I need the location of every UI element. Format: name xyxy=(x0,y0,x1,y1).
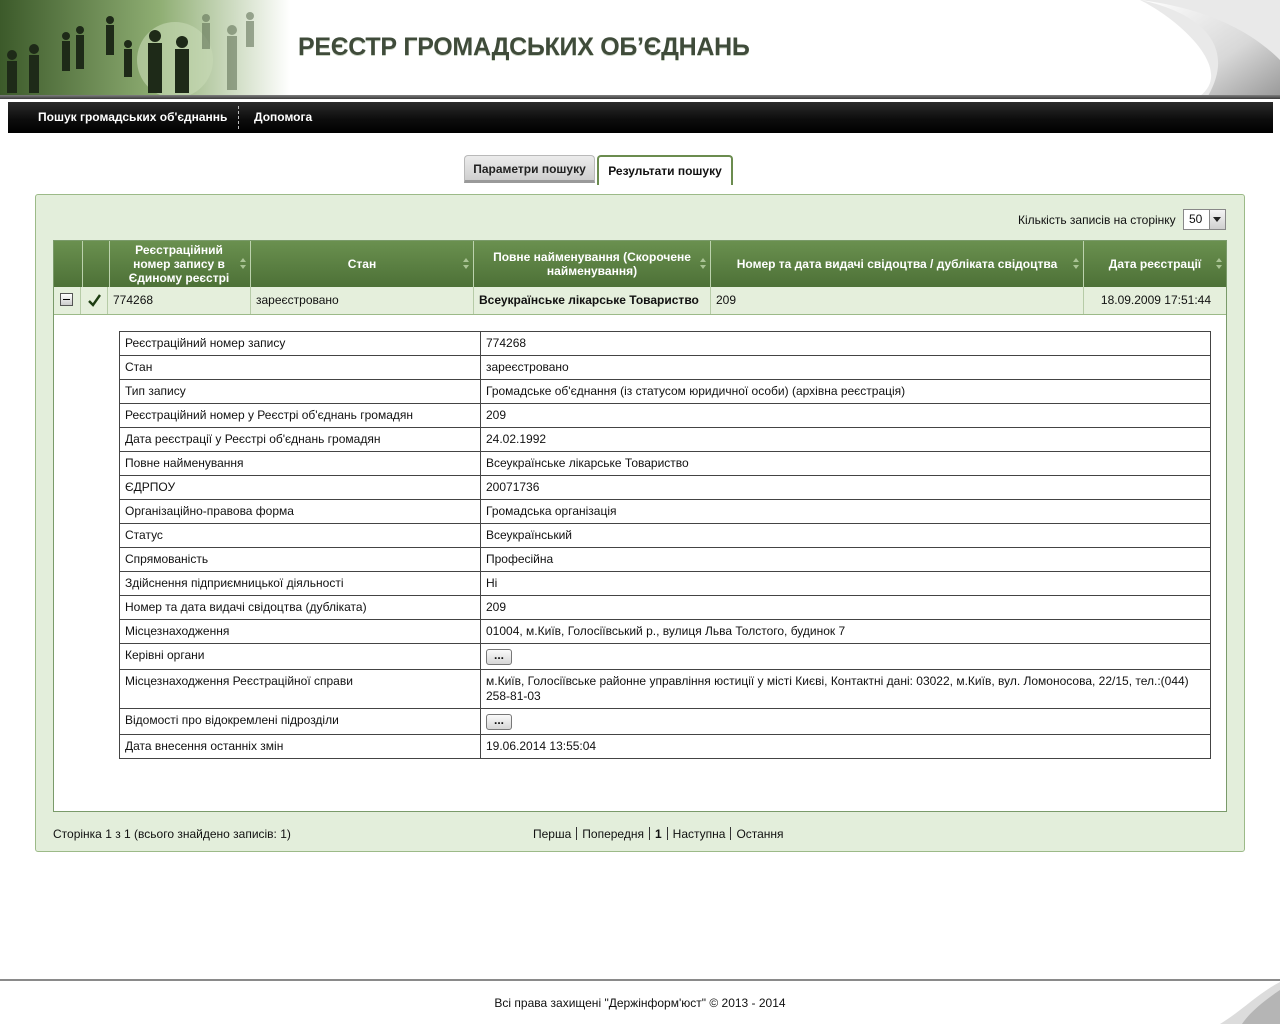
pager-separator xyxy=(576,827,577,840)
header-status-col xyxy=(81,241,110,287)
detail-key: Відомості про відокремлені підрозділи xyxy=(120,709,481,735)
header-state[interactable]: Стан xyxy=(251,241,474,287)
detail-key: Спрямованість xyxy=(120,548,481,572)
detail-value: 01004, м.Київ, Голосіївський р., вулиця Льва Толстого, будинок 7 xyxy=(481,620,1211,644)
sort-icon xyxy=(1073,258,1080,270)
sort-icon xyxy=(463,258,470,270)
detail-value: 209 xyxy=(481,404,1211,428)
detail-key: Дата реєстрації у Реєстрі об'єднань громадян xyxy=(120,428,481,452)
detail-row xyxy=(120,332,1211,356)
pager-separator xyxy=(649,827,650,840)
cell-certificate: 209 xyxy=(711,287,1084,314)
detail-row xyxy=(120,380,1211,404)
main-nav xyxy=(8,102,1273,133)
subdivisions-button[interactable]: ... xyxy=(486,714,512,730)
detail-value: Всеукраїнське лікарське Товариство xyxy=(481,452,1211,476)
header-expand-col xyxy=(54,241,83,287)
detail-key: Стан xyxy=(120,356,481,380)
checkmark-icon xyxy=(88,294,101,307)
pager-info: Сторінка 1 з 1 (всього знайдено записів: 1) xyxy=(53,827,291,841)
table-row[interactable] xyxy=(54,287,1226,315)
detail-row xyxy=(120,500,1211,524)
pager-prev[interactable]: Попередня xyxy=(582,827,644,841)
detail-row xyxy=(120,596,1211,620)
detail-row xyxy=(120,476,1211,500)
pager-separator xyxy=(667,827,668,840)
sort-icon xyxy=(240,258,247,270)
header-divider xyxy=(0,95,1280,99)
governing-bodies-button[interactable]: ... xyxy=(486,649,512,665)
header-full-name[interactable]: Повне найменування (Скорочене найменування) xyxy=(474,241,711,287)
cell-full-name: Всеукраїнське лікарське Товариство xyxy=(474,287,711,314)
nav-separator xyxy=(238,106,239,129)
header-reg-date[interactable]: Дата реєстрації xyxy=(1084,241,1226,287)
header-people-logo xyxy=(0,0,290,96)
chevron-down-icon[interactable] xyxy=(1209,210,1225,229)
cell-reg-date: 18.09.2009 17:51:44 xyxy=(1100,293,1211,307)
pager-next[interactable]: Наступна xyxy=(672,827,726,841)
pager xyxy=(533,827,784,841)
grid-header xyxy=(54,241,1226,287)
detail-key: Місцезнаходження xyxy=(120,620,481,644)
detail-key: ЄДРПОУ xyxy=(120,476,481,500)
detail-row xyxy=(120,620,1211,644)
detail-value: Всеукраїнський xyxy=(481,524,1211,548)
detail-value: Громадська організація xyxy=(481,500,1211,524)
pager-first[interactable]: Перша xyxy=(533,827,572,841)
footer-copyright: Всі права захищені "Держінформ'юст" © 2013 - 2014 xyxy=(494,996,786,1010)
row-status-cell xyxy=(81,287,108,314)
page-size-value: 50 xyxy=(1189,212,1203,226)
detail-row xyxy=(120,524,1211,548)
header xyxy=(0,0,1280,96)
detail-key: Дата внесення останніх змін xyxy=(120,735,481,759)
detail-key: Керівні органи xyxy=(120,644,481,670)
detail-key: Організаційно-правова форма xyxy=(120,500,481,524)
detail-row xyxy=(120,404,1211,428)
detail-value: Громадське об'єднання (із статусом юридичної особи) (архівна реєстрація) xyxy=(481,380,1211,404)
page-curl-decoration xyxy=(1220,982,1280,1024)
detail-value xyxy=(481,644,1211,670)
detail-row xyxy=(120,670,1211,709)
pager-current-page: 1 xyxy=(654,827,662,841)
detail-key: Статус xyxy=(120,524,481,548)
detail-row xyxy=(120,356,1211,380)
detail-row xyxy=(120,452,1211,476)
nav-item-help[interactable]: Допомога xyxy=(254,110,313,124)
cell-reg-number: 774268 xyxy=(108,287,251,314)
pager-last[interactable]: Остання xyxy=(736,827,784,841)
detail-value: 19.06.2014 13:55:04 xyxy=(481,735,1211,759)
detail-value: 24.02.1992 xyxy=(481,428,1211,452)
detail-table xyxy=(119,331,1211,759)
detail-row xyxy=(120,572,1211,596)
header-certificate[interactable]: Номер та дата видачі свідоцтва / дубліката свідоцтва xyxy=(711,241,1084,287)
sort-icon xyxy=(1216,258,1223,270)
detail-row xyxy=(120,735,1211,759)
detail-key: Тип запису xyxy=(120,380,481,404)
detail-row xyxy=(120,644,1211,670)
page-size-select[interactable] xyxy=(1183,209,1226,230)
results-grid xyxy=(53,240,1227,812)
detail-key: Здійснення підприємницької діяльності xyxy=(120,572,481,596)
detail-key: Реєстраційний номер запису xyxy=(120,332,481,356)
header-reg-number[interactable]: Реєстраційний номер запису в Єдиному реєстрі xyxy=(108,241,251,287)
detail-value: 774268 xyxy=(481,332,1211,356)
tab-search-parameters[interactable]: Параметри пошуку xyxy=(464,155,595,183)
footer-divider xyxy=(0,979,1280,981)
collapse-icon[interactable] xyxy=(60,293,73,306)
detail-row xyxy=(120,428,1211,452)
site-title: РЕЄСТР ГРОМАДСЬКИХ ОБ’ЄДНАНЬ xyxy=(298,33,750,61)
detail-value: зареєстровано xyxy=(481,356,1211,380)
cell-state: зареєстровано xyxy=(251,287,474,314)
detail-row xyxy=(120,548,1211,572)
nav-item-search[interactable]: Пошук громадських об'єднаннь xyxy=(38,110,228,124)
detail-row xyxy=(120,709,1211,735)
detail-value: Ні xyxy=(481,572,1211,596)
pager-separator xyxy=(730,827,731,840)
detail-value xyxy=(481,709,1211,735)
detail-value: 209 xyxy=(481,596,1211,620)
page-curl-decoration xyxy=(1140,0,1280,96)
detail-key: Місцезнаходження Реєстраційної справи xyxy=(120,670,481,709)
tab-search-results[interactable]: Результати пошуку xyxy=(597,155,733,185)
sort-icon xyxy=(700,258,707,270)
detail-value: Професійна xyxy=(481,548,1211,572)
results-panel xyxy=(35,194,1245,852)
detail-key: Повне найменування xyxy=(120,452,481,476)
row-expand-cell xyxy=(54,287,81,314)
detail-key: Реєстраційний номер у Реєстрі об'єднань громадян xyxy=(120,404,481,428)
detail-value: м.Київ, Голосіївське районне управління юстиції у місті Києві, Контактні дані: 03022, м.Київ, вул. Ломоносова, 22/15, тел.:(044) 258-81-03 xyxy=(481,670,1211,709)
detail-value: 20071736 xyxy=(481,476,1211,500)
page-size-label: Кількість записів на сторінку xyxy=(1018,213,1176,227)
detail-key: Номер та дата видачі свідоцтва (дубліката) xyxy=(120,596,481,620)
